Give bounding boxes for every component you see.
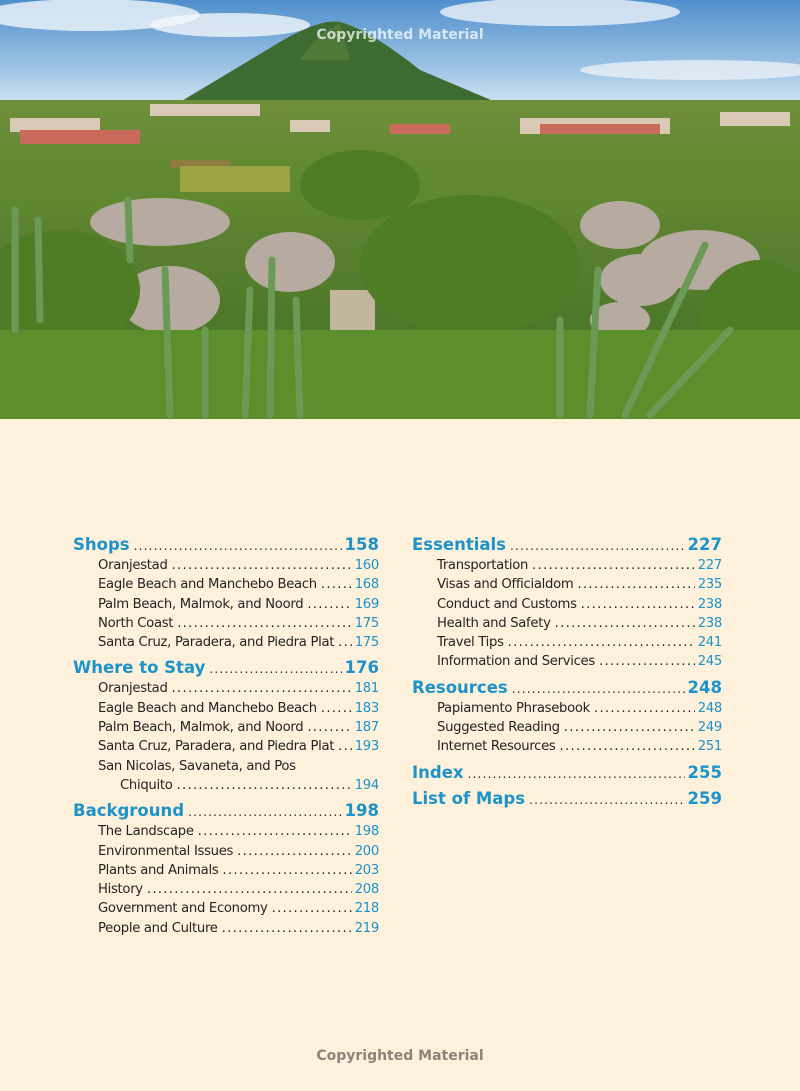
section-heading[interactable]	[412, 535, 722, 555]
entry-label: Visas and Officialdom	[437, 577, 574, 593]
section-page: 259	[687, 788, 722, 808]
toc-section-shops	[73, 535, 379, 652]
entry-label: Eagle Beach and Manchebo Beach	[98, 577, 317, 593]
toc-column-right	[412, 535, 722, 815]
entry-page: 175	[354, 635, 379, 651]
entry-page: 198	[354, 824, 379, 840]
toc-entry[interactable]	[412, 575, 722, 594]
section-page: 198	[344, 801, 379, 821]
entry-label: Transportation	[437, 558, 529, 573]
toc-entry-line1[interactable]	[73, 757, 379, 776]
section-title: Index	[412, 762, 464, 782]
entry-label: North Coast	[98, 615, 174, 631]
toc-entry[interactable]	[412, 614, 722, 633]
toc-entry[interactable]	[73, 718, 379, 737]
toc-section-index	[412, 763, 722, 783]
entry-page: 248	[697, 700, 722, 716]
toc-entry[interactable]	[73, 737, 379, 756]
toc-entry[interactable]	[73, 899, 379, 918]
toc-entry[interactable]	[73, 595, 379, 614]
toc-column-left	[73, 535, 379, 944]
entry-page: 175	[354, 615, 379, 631]
entry-page: 208	[354, 882, 379, 898]
toc-entry[interactable]	[412, 633, 722, 652]
toc-entry[interactable]	[412, 652, 722, 671]
entry-page: 235	[697, 577, 722, 593]
entry-label: People and Culture	[98, 920, 218, 936]
section-heading[interactable]	[412, 678, 722, 698]
entry-label: Environmental Issues	[98, 843, 234, 859]
toc-section-list-of-maps	[412, 789, 722, 809]
toc-entry[interactable]	[73, 614, 379, 633]
toc-section-where-to-stay	[73, 658, 379, 795]
toc-entry[interactable]	[73, 880, 379, 899]
entry-page: 183	[354, 700, 379, 716]
entry-label: Travel Tips	[437, 635, 504, 651]
entry-page: 168	[354, 577, 379, 593]
entry-label: Oranjestad	[98, 558, 168, 573]
entry-page: 200	[354, 843, 379, 859]
entry-label: Eagle Beach and Manchebo Beach	[98, 700, 317, 716]
entry-page: 194	[354, 777, 379, 793]
section-title: Shops	[73, 535, 130, 554]
entry-page: 227	[697, 558, 722, 573]
toc-section-essentials	[412, 535, 722, 672]
section-title: Where to Stay	[73, 658, 206, 678]
entry-label: Santa Cruz, Paradera, and Piedra Plat	[98, 739, 335, 755]
toc-entry[interactable]	[73, 679, 379, 698]
toc-entry[interactable]	[73, 919, 379, 938]
toc-entry[interactable]	[412, 595, 722, 614]
toc-section-resources	[412, 678, 722, 757]
toc-entry[interactable]	[412, 699, 722, 718]
entry-page: 241	[697, 635, 722, 651]
section-title: List of Maps	[412, 788, 526, 808]
section-title: Background	[73, 801, 185, 821]
entry-label: San Nicolas, Savaneta, and Pos	[98, 758, 296, 774]
entry-label: Information and Services	[437, 654, 595, 670]
toc-entry[interactable]	[73, 699, 379, 718]
toc-entry[interactable]	[73, 842, 379, 861]
toc-entry[interactable]	[412, 737, 722, 756]
entry-label: Government and Economy	[98, 901, 268, 917]
entry-page: 251	[697, 739, 722, 755]
section-heading[interactable]	[412, 763, 722, 783]
entry-label: Oranjestad	[98, 681, 168, 697]
section-title: Essentials	[412, 535, 507, 554]
section-page: 176	[344, 658, 379, 678]
toc-entry[interactable]	[412, 556, 722, 575]
section-page: 248	[687, 677, 722, 697]
entry-label: Health and Safety	[437, 615, 551, 631]
entry-page: 187	[354, 720, 379, 736]
section-heading[interactable]	[73, 801, 379, 821]
toc-entry[interactable]	[412, 718, 722, 737]
entry-page: 219	[354, 920, 379, 936]
entry-label: Palm Beach, Malmok, and Noord	[98, 720, 304, 736]
entry-label: The Landscape	[98, 824, 194, 840]
section-heading[interactable]	[73, 535, 379, 555]
entry-label: Plants and Animals	[98, 862, 219, 878]
entry-page: 238	[697, 596, 722, 612]
entry-label: Suggested Reading	[437, 720, 560, 736]
entry-label: Conduct and Customs	[437, 596, 577, 612]
entry-page: 169	[354, 596, 379, 612]
toc-entry[interactable]	[73, 861, 379, 880]
landscape-photo	[0, 0, 800, 419]
entry-label: Papiamento Phrasebook	[437, 700, 590, 716]
watermark-bottom: Copyrighted Material	[316, 1048, 484, 1064]
section-page: 227	[687, 535, 722, 554]
entry-label: Chiquito	[120, 777, 173, 793]
entry-page: 181	[354, 681, 379, 697]
toc-entry[interactable]	[73, 575, 379, 594]
entry-page: 238	[697, 615, 722, 631]
watermark-top: Copyrighted Material	[316, 27, 484, 43]
cover-photo	[0, 0, 800, 419]
entry-label: History	[98, 882, 143, 898]
entry-page: 218	[354, 901, 379, 917]
toc-section-background	[73, 801, 379, 938]
entry-label: Internet Resources	[437, 739, 556, 755]
entry-page: 245	[697, 654, 722, 670]
toc-entry-line2[interactable]	[73, 776, 379, 795]
section-heading[interactable]	[73, 658, 379, 678]
section-page: 255	[687, 762, 722, 782]
toc-entry[interactable]	[73, 556, 379, 575]
entry-label: Santa Cruz, Paradera, and Piedra Plat	[98, 635, 335, 651]
entry-label: Palm Beach, Malmok, and Noord	[98, 596, 304, 612]
entry-page: 193	[354, 739, 379, 755]
section-title: Resources	[412, 677, 508, 697]
section-heading[interactable]	[412, 789, 722, 809]
toc-entry[interactable]	[73, 822, 379, 841]
section-page: 158	[344, 535, 379, 554]
entry-page: 249	[697, 720, 722, 736]
entry-page: 203	[354, 862, 379, 878]
entry-page: 160	[354, 558, 379, 573]
toc-entry[interactable]	[73, 633, 379, 652]
